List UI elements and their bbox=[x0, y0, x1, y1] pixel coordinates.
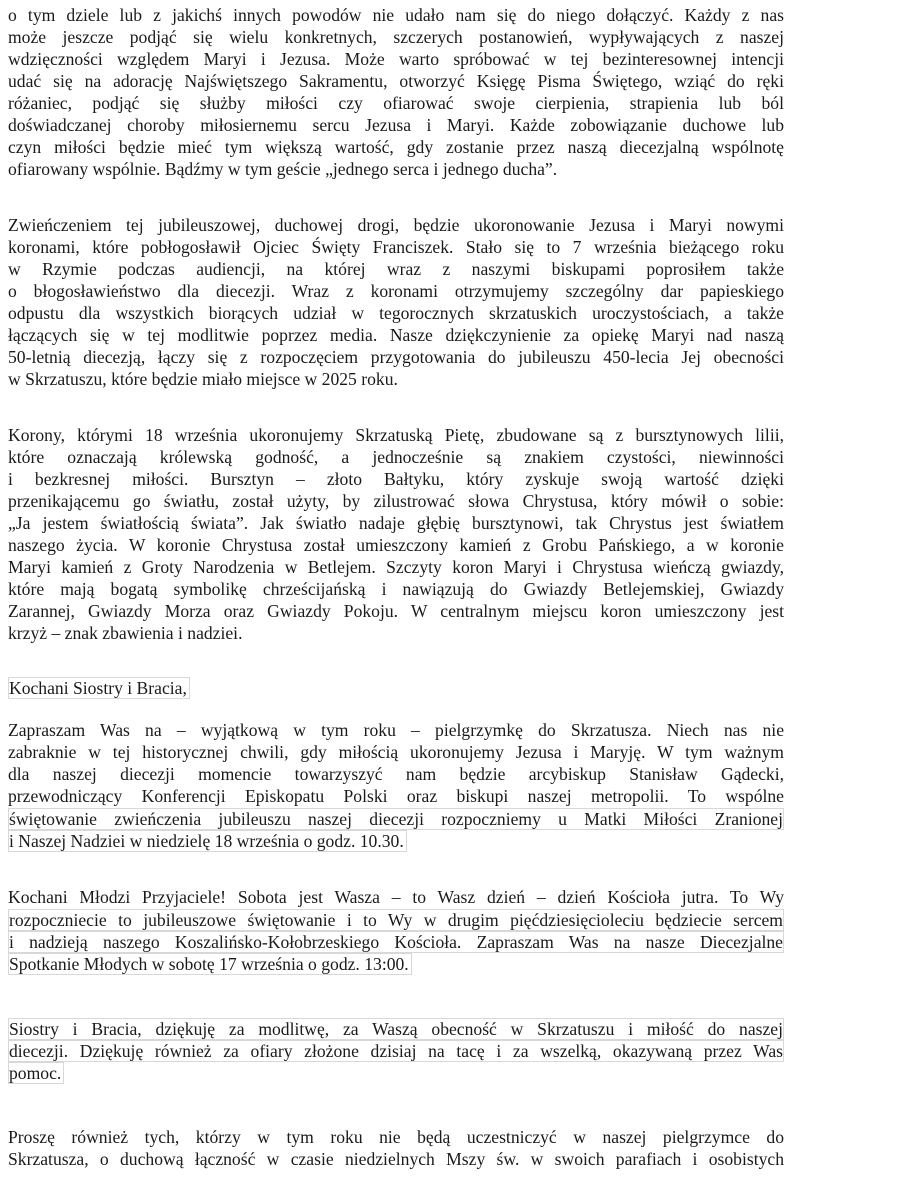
text-line: Zarannej, Gwiazdy Morza oraz Gwiazdy Pokoju. W centralnym miejscu koron umieszczony jest bbox=[8, 601, 784, 621]
text-line: które oznaczają królewską godność, a jednocześnie są znakiem czystości, niewinności bbox=[8, 447, 784, 467]
text-line: koronami, które pobłogosławił Ojciec Święty Franciszek. Stało się to 7 września bieżącego roku bbox=[8, 237, 784, 257]
text-line: rozpoczniecie to jubileuszowe świętowanie i to Wy w drugim pięćdziesięcioleciu będziecie sercem bbox=[9, 910, 783, 930]
text-line: i Naszej Nadziei w niedzielę 18 września o godz. 10.30. bbox=[8, 830, 407, 852]
text-line: różaniec, podjąć się służby miłości czy ofiarować swoje cierpienia, strapienia lub ból bbox=[8, 93, 784, 113]
text-line: czyn miłości będzie mieć tym większą wartość, gdy zostanie przez naszą diecezjalną wspólnotę bbox=[8, 137, 784, 157]
text-line: i bezkresnej miłości. Bursztyn – złoto Bałtyku, który zyskuje swoją wartość dzięki bbox=[8, 469, 784, 489]
text-line: o błogosławieństwo dla diecezji. Wraz z koronami otrzymujemy szczególny dar papieskiego bbox=[8, 281, 784, 301]
text-line: przenikającemu go światłu, został użyty, by zilustrować słowa Chrystusa, który mówił o sobie: bbox=[8, 491, 784, 511]
text-line: Kochani Młodzi Przyjaciele! Sobota jest Wasza – to Wasz dzień – dzień Kościoła jutra. To Wy bbox=[8, 887, 784, 907]
text-line: Zapraszam Was na – wyjątkową w tym roku – pielgrzymkę do Skrzatusza. Niech nas nie bbox=[8, 720, 784, 740]
paragraph-7 bbox=[8, 1018, 784, 1089]
text-line: Proszę również tych, którzy w tym roku nie będą uczestniczyć w naszej pielgrzymce do bbox=[8, 1127, 784, 1147]
text-line: łączących się w tej modlitwie poprzez media. Nasze dziękczynienie za opiekę Maryi nad naszą bbox=[8, 325, 784, 345]
paragraph-5 bbox=[8, 720, 784, 857]
text-line: Skrzatusza, o duchową łączność w czasie niedzielnych Mszy św. w swoich parafiach i osobistych bbox=[8, 1149, 784, 1169]
text-line: pomoc. bbox=[8, 1062, 64, 1084]
paragraph-1 bbox=[8, 5, 784, 181]
salutation bbox=[8, 677, 784, 704]
text-line: Korony, którymi 18 września ukoronujemy Skrzatuską Pietę, zbudowane są z bursztynowych lilii, bbox=[8, 425, 784, 445]
text-line: zabraknie w tej historycznej chwili, gdy miłością ukoronujemy Jezusa i Maryję. W tym ważnym bbox=[8, 742, 784, 762]
text-line: Kochani Siostry i Bracia, bbox=[8, 677, 190, 699]
text-line: które mają bogatą symbolikę chrześcijańską i nawiązują do Gwiazdy Betlejemskiej, Gwiazdy bbox=[8, 579, 784, 599]
text-line: przewodniczący Konferencji Episkopatu Polski oraz biskupi naszej metropolii. To wspólne bbox=[8, 786, 784, 806]
text-line: w Rzymie podczas audiencji, na której wraz z naszymi biskupami poprosiłem także bbox=[8, 259, 784, 279]
text-line: krzyż – znak zbawienia i nadziei. bbox=[8, 623, 243, 643]
text-line: Spotkanie Młodych w sobotę 17 września o godz. 13:00. bbox=[8, 953, 412, 975]
text-line: Zwieńczeniem tej jubileuszowej, duchowej drogi, będzie ukoronowanie Jezusa i Maryi nowymi bbox=[8, 215, 784, 235]
text-line: Maryi kamień z Groty Narodzenia w Betlejem. Szczyty koron Maryi i Chrystusa wieńczą gwiazdy, bbox=[8, 557, 784, 577]
text-line: i nadzieją naszego Koszalińsko-Kołobrzeskiego Kościoła. Zapraszam Was na nasze Diecezjalne bbox=[9, 932, 783, 952]
text-line: naszego życia. W koronie Chrystusa został umieszczony kamień z Grobu Pańskiego, a w koronie bbox=[8, 535, 784, 555]
text-line: diecezji. Dziękuję również za ofiary złożone dzisiaj na tacę i za wszelką, okazywaną przez Was bbox=[9, 1041, 783, 1061]
text-line: w Skrzatuszu, które będzie miało miejsce w 2025 roku. bbox=[8, 369, 398, 389]
text-line: wdzięczności względem Maryi i Jezusa. Może warto spróbować w tej bezinteresownej intencji bbox=[8, 49, 784, 69]
paragraph-2 bbox=[8, 215, 784, 391]
text-line: „Ja jestem światłością świata”. Jak światło nadaje głębię bursztynowi, tak Chrystus jest światłem bbox=[8, 513, 784, 533]
paragraph-3 bbox=[8, 425, 784, 645]
text-line: doświadczanej choroby miłosiernemu sercu Jezusa i Maryi. Każde zobowiązanie duchowe lub bbox=[8, 115, 784, 135]
text-line: ofiarowany wspólnie. Bądźmy w tym geście „jednego serca i jednego ducha”. bbox=[8, 159, 558, 179]
text-line: udać się na adorację Najświętszego Sakramentu, otworzyć Księgę Pisma Świętego, wziąć do ręki bbox=[8, 71, 784, 91]
text-line: może jeszcze podjąć się wielu konkretnych, szczerych postanowień, wypływających z naszej bbox=[8, 27, 784, 47]
text-line: o tym dziele lub z jakichś innych powodów nie udało nam się do niego dołączyć. Każdy z nas bbox=[8, 5, 784, 25]
text-line: dla naszej diecezji momencie towarzyszyć nam będzie arcybiskup Stanisław Gądecki, bbox=[8, 764, 784, 784]
paragraph-8 bbox=[8, 1127, 784, 1171]
text-line: Siostry i Bracia, dziękuję za modlitwę, za Waszą obecność w Skrzatuszu i miłość do naszej bbox=[9, 1019, 783, 1039]
paragraph-6 bbox=[8, 887, 784, 980]
text-line: 50-letnią diecezją, łączy się z rozpoczęciem przygotowania do jubileuszu 450-lecia Jej obecności bbox=[8, 347, 784, 367]
text-line: odpustu dla wszystkich biorących udział w tegorocznych skrzatuskich uroczystościach, a także bbox=[8, 303, 784, 323]
text-line: świętowanie zwieńczenia jubileuszu naszej diecezji rozpoczniemy u Matki Miłości Zranionej bbox=[9, 809, 783, 829]
